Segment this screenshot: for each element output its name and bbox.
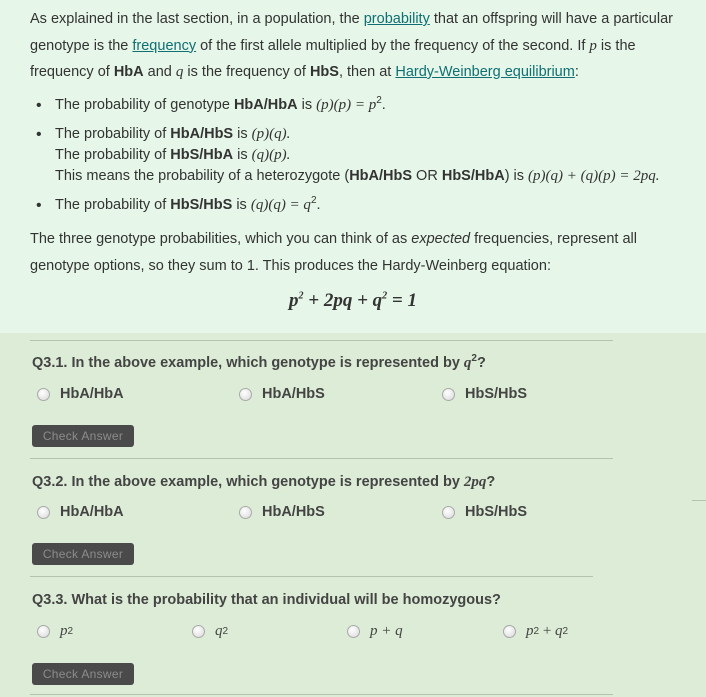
q2-option-hbs-hbs[interactable]: HbS/HbS (442, 504, 527, 520)
list-item: • The probability of HbA/HbS is (p)(q). The probability of HbS/HbA is (q)(p). This means the probability of a heterozygote (HbA/HbS OR HbS/HbA) is (p)(q) + (q)(p) = 2pq. (30, 124, 690, 187)
summary-paragraph: The three genotype probabilities, which you can think of as expected frequencies, represent all genotype options, so they sum to 1. This produces the Hardy-Weinberg equation: (30, 231, 637, 274)
list-item: • The probability of genotype HbA/HbA is $(p)(p) = p^2$. (30, 95, 690, 116)
question-3-1: Q3.1. In the above example, which genotype is represented by $q^2$? (32, 353, 486, 371)
divider (30, 694, 613, 695)
explanation-panel (0, 0, 706, 333)
radio-button[interactable] (192, 625, 205, 638)
check-answer-button[interactable]: Check Answer (32, 543, 134, 565)
radio-button[interactable] (37, 388, 50, 401)
divider (30, 458, 613, 459)
radio-button[interactable] (37, 506, 50, 519)
q3-option-p-plus-q[interactable]: p + q (347, 623, 403, 640)
radio-button[interactable] (37, 625, 50, 638)
q2-option-hba-hbs[interactable]: HbA/HbS (239, 504, 325, 520)
question-3-3: Q3.3. What is the probability that an individual will be homozygous? (32, 592, 501, 608)
q1-option-hba-hba[interactable]: HbA/HbA (37, 386, 124, 402)
check-answer-button[interactable]: Check Answer (32, 425, 134, 447)
divider (30, 340, 613, 341)
radio-button[interactable] (442, 506, 455, 519)
radio-button[interactable] (239, 388, 252, 401)
question-3-2: Q3.2. In the above example, which genotype is represented by 2pq? (32, 474, 496, 490)
q1-option-hba-hbs[interactable]: HbA/HbS (239, 386, 325, 402)
q3-option-p-squared[interactable]: p 2 (37, 623, 73, 640)
q2-option-hba-hba[interactable]: HbA/HbA (37, 504, 124, 520)
divider (30, 576, 593, 577)
quiz-panel (0, 333, 706, 697)
hardy-weinberg-equation: $p^2 + 2pq + q^2 = 1$ (289, 290, 417, 311)
q3-option-q-squared[interactable]: q 2 (192, 623, 228, 640)
intro-paragraph: As explained in the last section, in a population, the probability that an offspring will have a particular genotype is the frequency of the first allele multiplied by the frequency of the second. If p is the frequency of HbA and q is the frequency of HbS, then at Hardy-Weinberg equilibrium: (30, 11, 673, 80)
radio-button[interactable] (239, 506, 252, 519)
hardy-weinberg-link[interactable]: Hardy-Weinberg equilibrium (395, 64, 575, 80)
probability-link[interactable]: probability (363, 11, 430, 27)
probability-list (30, 95, 690, 216)
list-item: • The probability of HbS/HbS is $(q)(q) = q^2$. (30, 195, 690, 216)
radio-button[interactable] (442, 388, 455, 401)
radio-button[interactable] (347, 625, 360, 638)
q1-option-hbs-hbs[interactable]: HbS/HbS (442, 386, 527, 402)
check-answer-button[interactable]: Check Answer (32, 663, 134, 685)
frequency-link[interactable]: frequency (132, 37, 197, 54)
radio-button[interactable] (503, 625, 516, 638)
q3-option-p2-plus-q2[interactable]: p 2 + q 2 (503, 623, 568, 640)
divider (692, 500, 706, 501)
